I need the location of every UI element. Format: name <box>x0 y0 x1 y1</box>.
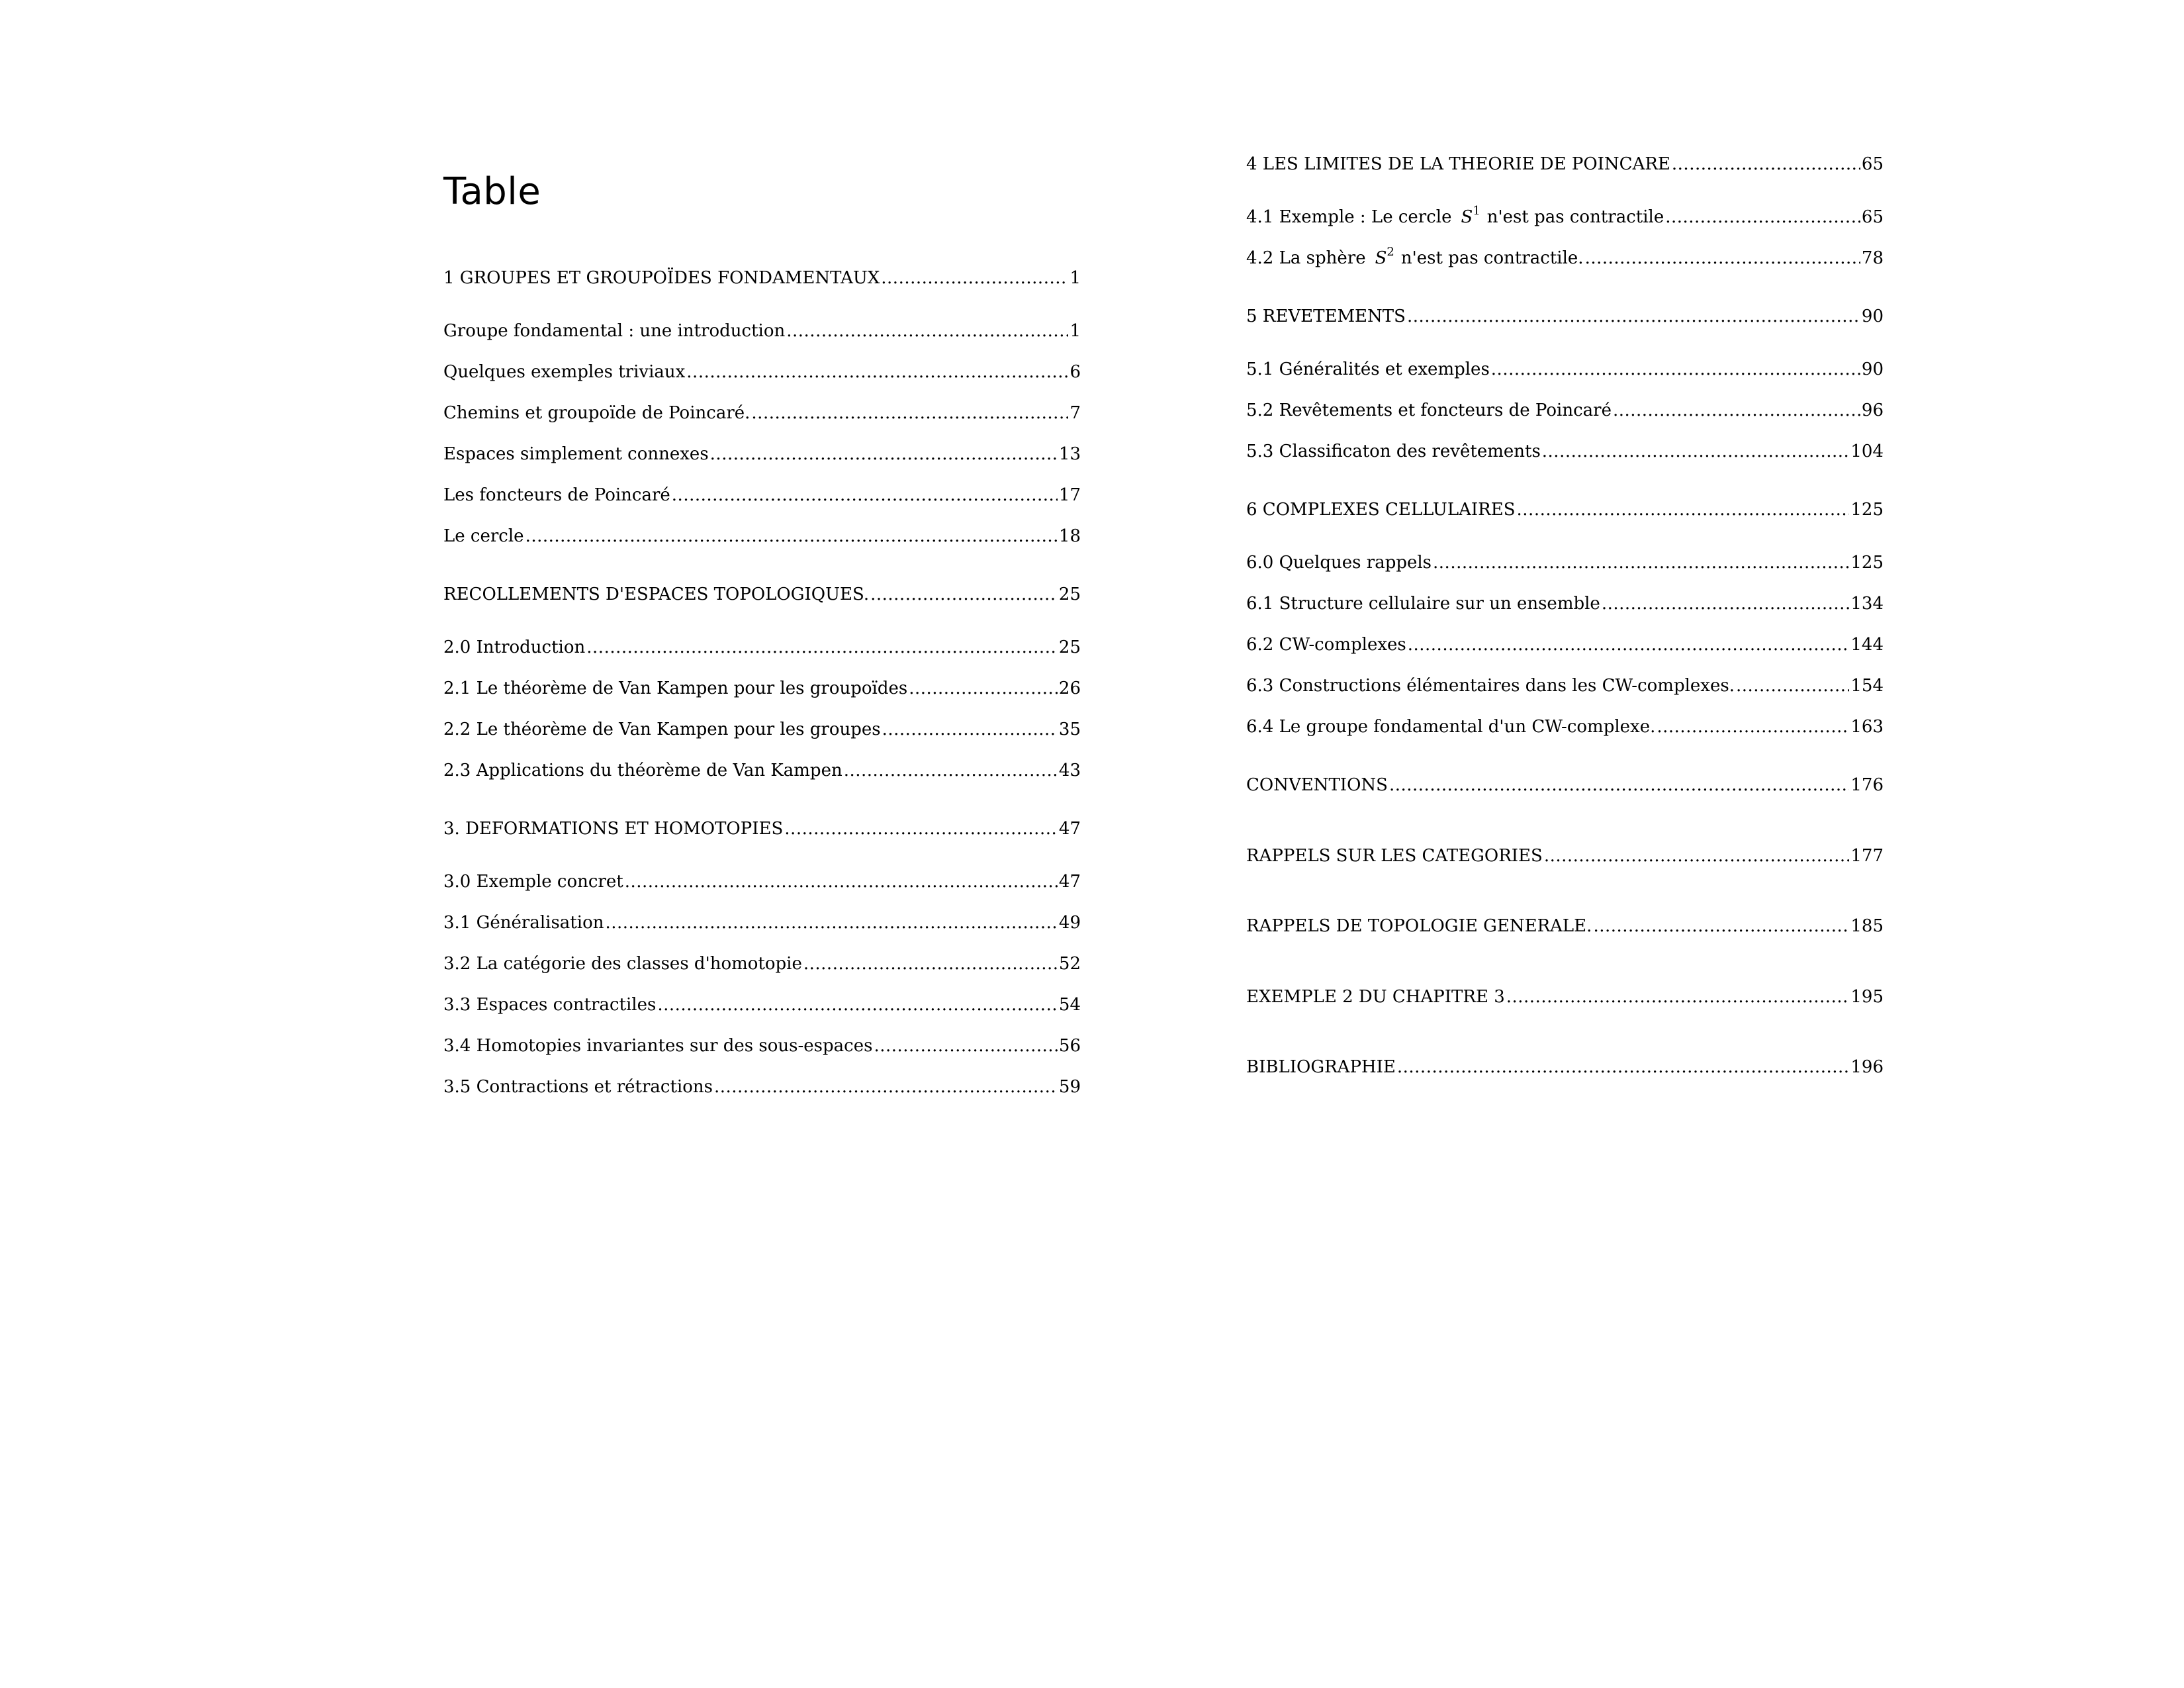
toc-entry-label: 3.5 Contractions et rétractions <box>443 1077 713 1097</box>
toc-entry[interactable] <box>1246 714 1884 740</box>
toc-entry[interactable] <box>1246 632 1884 658</box>
dot-leader <box>1407 303 1860 330</box>
toc-entry-page: 90 <box>1861 359 1884 379</box>
toc-entry-page: 54 <box>1058 995 1081 1015</box>
toc-entry-page: 195 <box>1850 987 1884 1007</box>
toc-entry-page: 134 <box>1850 594 1884 614</box>
toc-entry-page: 185 <box>1850 916 1884 936</box>
toc-entry[interactable] <box>1246 590 1884 617</box>
toc-chapter-1[interactable] <box>443 265 1081 291</box>
toc-entry[interactable] <box>1246 673 1884 699</box>
toc-entry[interactable] <box>443 675 1081 702</box>
toc-entry[interactable] <box>443 992 1081 1018</box>
dot-leader <box>874 1033 1057 1059</box>
toc-entry-page: 177 <box>1850 846 1884 866</box>
math-symbol: $S^1$ <box>1461 204 1480 227</box>
dot-leader <box>1397 1054 1849 1080</box>
label-suffix: n'est pas contractile <box>1486 207 1664 227</box>
dot-leader <box>1657 714 1849 740</box>
toc-entry-page: 17 <box>1058 485 1081 505</box>
toc-entry-page: 59 <box>1058 1077 1081 1097</box>
toc-entry[interactable] <box>443 359 1081 385</box>
toc-entry-page: 96 <box>1861 400 1884 420</box>
toc-entry[interactable] <box>443 1033 1081 1059</box>
toc-entry-label: Espaces simplement connexes <box>443 444 709 464</box>
toc-entry-page: 144 <box>1850 635 1884 655</box>
toc-entry-label <box>1246 204 1664 230</box>
toc-entry[interactable] <box>1246 245 1884 271</box>
toc-entry-label: 6.3 Constructions élémentaires dans les CW-complexes. <box>1246 676 1735 696</box>
toc-entry-page: 163 <box>1850 717 1884 737</box>
dot-leader <box>605 910 1057 936</box>
label-prefix: 4.1 Exemple : Le cercle <box>1246 207 1452 227</box>
toc-entry-label: 6.1 Structure cellulaire sur un ensemble <box>1246 594 1600 614</box>
toc-entry[interactable] <box>443 1074 1081 1100</box>
toc-entry[interactable] <box>443 910 1081 936</box>
toc-entry-page: 125 <box>1850 500 1884 520</box>
dot-leader <box>1665 204 1860 230</box>
toc-entry-label: 6.4 Le groupe fondamental d'un CW-complexe. <box>1246 717 1656 737</box>
toc-entry-page: 25 <box>1058 637 1081 657</box>
toc-chapter-2[interactable] <box>443 581 1081 608</box>
toc-entry[interactable] <box>1246 438 1884 465</box>
toc-entry[interactable] <box>443 482 1081 508</box>
toc-entry-page: 78 <box>1861 248 1884 268</box>
dot-leader <box>1672 151 1860 177</box>
toc-chapter-6[interactable] <box>1246 496 1884 523</box>
toc-entry-label: RECOLLEMENTS D'ESPACES TOPOLOGIQUES. <box>443 585 870 604</box>
dot-leader <box>1517 496 1850 523</box>
toc-entry[interactable] <box>443 951 1081 977</box>
toc-entry-label: 5.3 Classificaton des revêtements <box>1246 442 1541 461</box>
dot-leader <box>1389 772 1849 798</box>
toc-entry-page: 18 <box>1058 526 1081 546</box>
toc-chapter-3[interactable] <box>443 816 1081 842</box>
dot-leader <box>1593 913 1849 939</box>
toc-entry-page: 56 <box>1058 1036 1081 1056</box>
toc-entry-label: 2.1 Le théorème de Van Kampen pour les groupoïdes <box>443 679 908 698</box>
toc-entry-label: 3.3 Espaces contractiles <box>443 995 657 1015</box>
toc-bibliography[interactable] <box>1246 1054 1884 1080</box>
toc-entry-page: 13 <box>1058 444 1081 464</box>
toc-entry-label: 5.2 Revêtements et foncteurs de Poincaré <box>1246 400 1612 420</box>
dot-leader <box>1542 438 1850 465</box>
toc-entry-page: 26 <box>1058 679 1081 698</box>
dot-leader <box>882 716 1058 743</box>
toc-chapter-4[interactable] <box>1246 151 1884 177</box>
toc-entry-page: 47 <box>1058 872 1081 892</box>
dot-leader <box>1544 843 1850 869</box>
dot-leader <box>686 359 1068 385</box>
toc-entry-label: 3.0 Exemple concret <box>443 872 623 892</box>
dot-leader <box>844 757 1058 784</box>
dot-leader <box>586 634 1058 661</box>
label-prefix: 4.2 La sphère <box>1246 248 1366 268</box>
page-title: Table <box>443 170 541 213</box>
dot-leader <box>710 441 1058 467</box>
dot-leader <box>1491 356 1860 383</box>
toc-entry-label: 4 LES LIMITES DE LA THEORIE DE POINCARE <box>1246 154 1670 174</box>
toc-entry-page: 35 <box>1058 720 1081 739</box>
toc-entry-page: 25 <box>1058 585 1081 604</box>
toc-appendix-conventions[interactable] <box>1246 772 1884 798</box>
toc-entry[interactable] <box>443 523 1081 549</box>
toc-entry-page: 196 <box>1850 1057 1884 1077</box>
toc-entry[interactable] <box>443 757 1081 784</box>
dot-leader <box>803 951 1058 977</box>
toc-entry-label: CONVENTIONS <box>1246 775 1388 795</box>
toc-entry-label <box>1246 245 1584 271</box>
toc-entry-page: 43 <box>1058 761 1081 780</box>
dot-leader <box>714 1074 1058 1100</box>
toc-entry-label: EXEMPLE 2 DU CHAPITRE 3 <box>1246 987 1505 1007</box>
toc-entry[interactable] <box>443 716 1081 743</box>
toc-entry-page: 176 <box>1850 775 1884 795</box>
dot-leader <box>1585 245 1860 271</box>
toc-entry-label: Groupe fondamental : une introduction <box>443 321 786 341</box>
dot-leader <box>751 400 1068 426</box>
toc-entry-label: 1 GROUPES ET GROUPOÏDES FONDAMENTAUX <box>443 268 880 288</box>
dot-leader <box>1433 549 1849 576</box>
toc-entry-page: 1 <box>1069 268 1081 288</box>
toc-entry-label: Les foncteurs de Poincaré <box>443 485 670 505</box>
dot-leader <box>786 318 1068 344</box>
toc-entry[interactable] <box>1246 204 1884 230</box>
toc-entry-page: 154 <box>1850 676 1884 696</box>
math-exponent: 2 <box>1387 245 1394 259</box>
toc-entry-label: 3.1 Généralisation <box>443 913 604 933</box>
toc-entry-label: 2.3 Applications du théorème de Van Kampen <box>443 761 842 780</box>
dot-leader <box>1602 590 1850 617</box>
dot-leader <box>625 868 1058 895</box>
toc-entry-label: 3. DEFORMATIONS ET HOMOTOPIES <box>443 819 784 839</box>
dot-leader <box>525 523 1058 549</box>
toc-entry-label: BIBLIOGRAPHIE <box>1246 1057 1396 1077</box>
toc-entry-page: 90 <box>1861 306 1884 326</box>
toc-entry[interactable] <box>443 400 1081 426</box>
toc-entry[interactable] <box>443 868 1081 895</box>
toc-entry-label: 6 COMPLEXES CELLULAIRES <box>1246 500 1516 520</box>
toc-entry-page: 49 <box>1058 913 1081 933</box>
toc-entry-page: 6 <box>1069 362 1081 382</box>
dot-leader <box>1736 673 1849 699</box>
label-suffix: n'est pas contractile. <box>1400 248 1584 268</box>
toc-entry-page: 47 <box>1058 819 1081 839</box>
toc-entry[interactable] <box>1246 397 1884 424</box>
toc-entry-page: 125 <box>1850 553 1884 573</box>
dot-leader <box>657 992 1058 1018</box>
toc-appendix-categories[interactable] <box>1246 843 1884 869</box>
toc-appendix-example[interactable] <box>1246 984 1884 1010</box>
toc-entry[interactable] <box>443 318 1081 344</box>
toc-entry-label: RAPPELS SUR LES CATEGORIES <box>1246 846 1543 866</box>
toc-entry-page: 52 <box>1058 954 1081 974</box>
toc-entry-page: 1 <box>1069 321 1081 341</box>
math-symbol: $S^2$ <box>1375 245 1394 268</box>
dot-leader <box>672 482 1058 508</box>
dot-leader <box>1506 984 1850 1010</box>
toc-entry-label: 6.0 Quelques rappels <box>1246 553 1432 573</box>
toc-entry-label: 2.0 Introduction <box>443 637 586 657</box>
toc-entry-label: Quelques exemples triviaux <box>443 362 686 382</box>
toc-entry-page: 65 <box>1861 207 1884 227</box>
toc-entry[interactable] <box>1246 549 1884 576</box>
toc-entry-label: 3.2 La catégorie des classes d'homotopie <box>443 954 802 974</box>
toc-entry-label: 6.2 CW-complexes <box>1246 635 1406 655</box>
toc-entry-page: 7 <box>1069 403 1081 423</box>
dot-leader <box>881 265 1068 291</box>
dot-leader <box>1408 632 1850 658</box>
dot-leader <box>784 816 1058 842</box>
toc-entry[interactable] <box>443 441 1081 467</box>
toc-entry-page: 65 <box>1861 154 1884 174</box>
toc-entry-label: 2.2 Le théorème de Van Kampen pour les groupes <box>443 720 881 739</box>
toc-appendix-topology[interactable] <box>1246 913 1884 939</box>
toc-entry-label: RAPPELS DE TOPOLOGIE GENERALE. <box>1246 916 1592 936</box>
toc-entry-label: Chemins et groupoïde de Poincaré. <box>443 403 751 423</box>
toc-entry-page: 104 <box>1850 442 1884 461</box>
toc-entry-label: 5 REVETEMENTS <box>1246 306 1406 326</box>
math-exponent: 1 <box>1473 204 1480 218</box>
toc-entry-label: 3.4 Homotopies invariantes sur des sous-espaces <box>443 1036 873 1056</box>
toc-entry-label: 5.1 Généralités et exemples <box>1246 359 1490 379</box>
toc-entry[interactable] <box>443 634 1081 661</box>
dot-leader <box>870 581 1058 608</box>
toc-chapter-5[interactable] <box>1246 303 1884 330</box>
dot-leader <box>1613 397 1860 424</box>
toc-entry[interactable] <box>1246 356 1884 383</box>
dot-leader <box>909 675 1058 702</box>
toc-entry-label: Le cercle <box>443 526 524 546</box>
